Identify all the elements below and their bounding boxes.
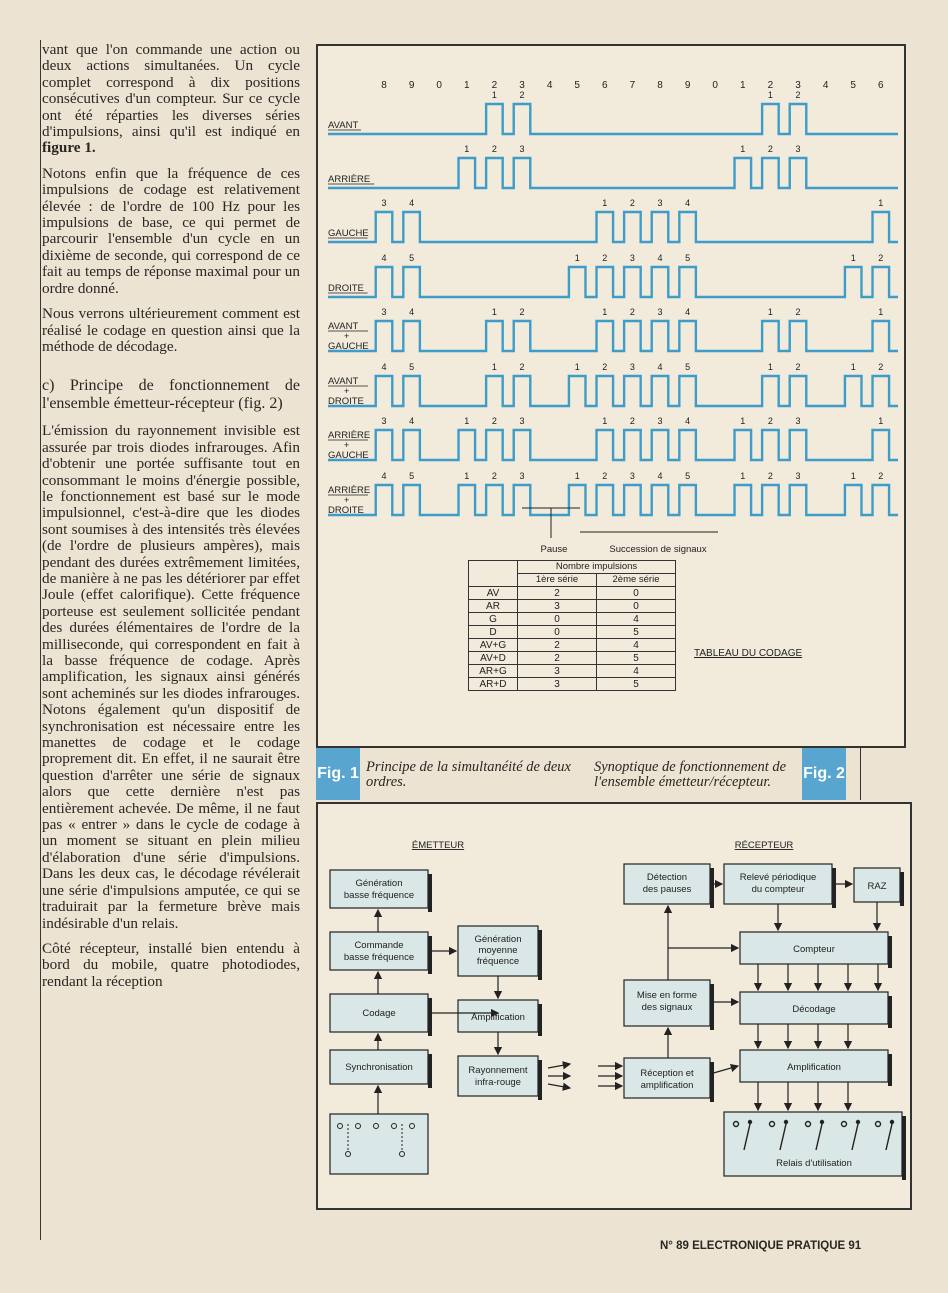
- table-cell: 4: [597, 639, 676, 652]
- table-cell: 4: [597, 665, 676, 678]
- waveform: [328, 158, 898, 188]
- position-number: 3: [519, 80, 525, 91]
- caption-row: [316, 748, 912, 800]
- pulse-number: 3: [519, 471, 525, 481]
- paragraph-2: Notons enfin que la fréquence de ces impulsions de codage est relativement élevée : de l'ordre de 100 Hz pour les impulsions de base, ce qui permet de parcourir l'ensemble d'un cycle en un dixième de seconde, qui correspond de ce fait au temps de réponse maximal pour un ordre donné.: [42, 164, 300, 297]
- gen-mf-label-2: moyenne: [478, 945, 518, 956]
- figure-2-panel: [316, 802, 912, 1210]
- waveform: [328, 104, 898, 134]
- pulse-number: 2: [602, 253, 608, 263]
- table-cell: 0: [597, 587, 676, 600]
- coding-table: [468, 560, 676, 691]
- position-number: 2: [767, 80, 774, 91]
- pulse-number: 3: [519, 416, 525, 426]
- row-label: AVANT: [328, 120, 359, 131]
- gen-bf-block: [330, 870, 428, 908]
- pulse-number: 1: [850, 253, 856, 263]
- pulse-number: 1: [767, 362, 773, 372]
- pulse-number: 1: [491, 362, 497, 372]
- position-number: 3: [795, 80, 801, 91]
- paragraph-4: L'émission du rayonnement invisible est assurée par trois diodes infrarouges. Afin d'obtenir une portée suffisante tout en consommant le moins d'énergie possible, le fonctionnement est basé sur le mode impulsionnel, c'est-à-dire que les diodes sont soumises à des intensités très élevées (de l'ordre de plusieurs ampères), mais pendant des durées extrêmement limitées, de manière à ne pas les détériorer par effet Joule (effet calorifique). Cette fréquence porteuse est seulement sollicitée pendant des durées élémentaires de l'ordre de la milliseconde, qui correspondent en fait à la basse fréquence de codage. Après amplification, les signaux ainsi générés sont acheminés sur les diodes infrarouges. Notons également qu'un dispositif de synchronisation est nécessaire entre les manettes de codage et le codage proprement dit. En effet, il ne saurait être question d'arrêter une série de signaux alors que cette dernière n'est pas entièrement achevée. De même, il ne faut pas « entrer » dans le cycle de codage à un moment se situant en plein milieu d'élaboration d'une série d'impulsions. Dans les deux cas, le décodage révélerait une série d'impulsions amputée, ce qui se traduirait par la fermeture brève mais indésirable d'un relais.: [42, 422, 300, 932]
- pulse-number: 2: [767, 144, 773, 154]
- pulse-number: 2: [519, 90, 525, 100]
- mise-forme-label-2: des signaux: [641, 1002, 693, 1013]
- rayonnement-label-2: infra-rouge: [475, 1077, 521, 1088]
- pulse-number: 3: [381, 307, 387, 317]
- pulse-number: 2: [519, 307, 525, 317]
- row-label-plus: +: [344, 386, 350, 396]
- table-cell: AV+D: [469, 652, 518, 665]
- releve-label-1: Relevé périodique: [739, 872, 817, 883]
- gen-bf-label-2: basse fréquence: [343, 890, 415, 901]
- table-cell: AR+G: [469, 665, 518, 678]
- codage-label: Codage: [362, 1008, 396, 1019]
- position-number: 7: [629, 80, 636, 91]
- gen-mf-label-3: fréquence: [476, 956, 520, 967]
- pulse-number: 1: [767, 90, 773, 100]
- pulse-number: 2: [767, 471, 773, 481]
- table-cell: 0: [518, 613, 597, 626]
- pulse-number: 2: [519, 362, 525, 372]
- pulse-number: 1: [491, 307, 497, 317]
- pulse-number: 4: [381, 362, 387, 372]
- caption-divider: [860, 748, 861, 800]
- position-number: 5: [850, 80, 856, 91]
- table-row: [469, 639, 676, 652]
- table-cell: 2: [518, 587, 597, 600]
- pulse-number: 4: [657, 362, 663, 372]
- pulse-number: 2: [795, 90, 801, 100]
- pulse-number: 2: [767, 416, 773, 426]
- recepteur-label: RÉCEPTEUR: [734, 840, 794, 851]
- position-number: 4: [546, 80, 553, 91]
- pulse-number: 1: [850, 362, 856, 372]
- row-label-second: DROITE: [328, 396, 364, 407]
- ampli-r-label: Amplification: [787, 1062, 841, 1073]
- table-row: [469, 626, 676, 639]
- pulse-number: 1: [574, 471, 580, 481]
- figure-ref: figure 1.: [42, 139, 96, 157]
- det-pauses-label-2: des pauses: [642, 884, 692, 895]
- waveform: [328, 321, 898, 351]
- pulse-number: 3: [657, 307, 663, 317]
- table-cell: 5: [597, 678, 676, 691]
- reception-label-1: Réception et: [640, 1068, 694, 1079]
- fig1-badge: Fig. 1: [316, 748, 360, 800]
- position-number: 5: [574, 80, 580, 91]
- position-number: 9: [408, 80, 415, 91]
- fig2-badge: Fig. 2: [802, 748, 846, 800]
- gen-bf-label-1: Génération: [355, 878, 403, 889]
- pulse-number: 1: [740, 471, 746, 481]
- row-label-plus: +: [344, 331, 350, 341]
- row-label-plus: +: [344, 495, 350, 505]
- pulse-number: 3: [629, 471, 635, 481]
- pulse-number: 1: [740, 416, 746, 426]
- pulse-number: 4: [657, 253, 663, 263]
- emetteur-label: ÉMETTEUR: [411, 840, 465, 851]
- ampli-e-label: Amplification: [471, 1012, 525, 1023]
- position-number: 0: [712, 80, 718, 91]
- pulse-number: 3: [795, 471, 801, 481]
- pulse-number: 1: [464, 416, 470, 426]
- pulse-number: 3: [795, 144, 801, 154]
- table-cell: 3: [518, 665, 597, 678]
- table-cell: 0: [597, 600, 676, 613]
- pulse-number: 4: [381, 471, 387, 481]
- pulse-number: 4: [409, 198, 415, 208]
- relais-label: Relais d'utilisation: [776, 1158, 852, 1169]
- waveform: [328, 376, 898, 406]
- table-header-serie2: 2ème série: [597, 574, 676, 587]
- position-number: 6: [602, 80, 608, 91]
- pulse-number: 3: [629, 362, 635, 372]
- pulse-number: 4: [685, 198, 691, 208]
- table-row: [469, 678, 676, 691]
- position-number: 2: [491, 80, 498, 91]
- table-cell: AR: [469, 600, 518, 613]
- pulse-number: 1: [464, 471, 470, 481]
- pulse-number: 2: [795, 307, 801, 317]
- pulse-number: 1: [491, 90, 497, 100]
- paragraph-1: vant que l'on commande une action ou deux actions simultanées. Un cycle complet correspond à dix positions consécutives d'un compteur. Sur ce cycle ont été réparties les diverses séries d'impulsions, ainsi qu'il est indiqué en figure 1.: [42, 41, 300, 157]
- paragraph-5: Côté récepteur, installé bien entendu à bord du mobile, quatre photodiodes, rendant la réception: [42, 939, 300, 990]
- pulse-number: 2: [878, 362, 884, 372]
- pulse-number: 1: [602, 198, 608, 208]
- column-rule: [40, 40, 41, 1240]
- mise-forme-label-1: Mise en forme: [636, 990, 698, 1001]
- pulse-number: 2: [602, 362, 608, 372]
- pulse-number: 3: [795, 416, 801, 426]
- pulse-number: 4: [657, 471, 663, 481]
- position-number: 8: [657, 80, 663, 91]
- table-row: [469, 652, 676, 665]
- pulse-number: 4: [409, 307, 415, 317]
- pulse-number: 1: [574, 253, 580, 263]
- pulse-number: 5: [685, 253, 691, 263]
- joysticks-block: [330, 1114, 428, 1174]
- table-cell: 5: [597, 626, 676, 639]
- cmd-bf-label-2: basse fréquence: [343, 952, 415, 963]
- position-number: 0: [436, 80, 442, 91]
- pulse-number: 1: [602, 416, 608, 426]
- waveform: [328, 212, 898, 242]
- table-cell: 3: [518, 678, 597, 691]
- table-header-main: Nombre impulsions: [518, 561, 676, 574]
- table-header-serie1: 1ère série: [518, 574, 597, 587]
- table-row: [469, 665, 676, 678]
- table-cell: 5: [597, 652, 676, 665]
- pause-label: Pause: [540, 544, 568, 555]
- table-corner: [469, 561, 518, 587]
- position-number: 8: [381, 80, 387, 91]
- position-number: 4: [822, 80, 829, 91]
- table-row: [469, 587, 676, 600]
- row-label: GAUCHE: [328, 228, 369, 239]
- table-cell: D: [469, 626, 518, 639]
- pulse-number: 3: [381, 416, 387, 426]
- fig2-caption: Synoptique de fonctionnement de l'ensemble émetteur/récepteur.: [594, 759, 787, 790]
- row-label-second: GAUCHE: [328, 341, 369, 352]
- table-title: TABLEAU DU CODAGE: [694, 648, 803, 659]
- waveform: [328, 430, 898, 460]
- table-cell: 2: [518, 639, 597, 652]
- row-label: AVANT: [328, 321, 359, 332]
- table-row: [469, 613, 676, 626]
- pulse-number: 2: [878, 471, 884, 481]
- paragraph-3: Nous verrons ultérieurement comment est réalisé le codage en question ainsi que la méthode de décodage.: [42, 305, 300, 355]
- pulse-number: 4: [381, 253, 387, 263]
- pulse-number: 1: [850, 471, 856, 481]
- row-label: ARRIÈRE: [328, 430, 371, 441]
- row-label: AVANT: [328, 376, 359, 387]
- pulse-number: 5: [409, 471, 415, 481]
- row-label: ARRIÈRE: [328, 485, 371, 496]
- pulse-number: 1: [740, 144, 746, 154]
- pulse-number: 2: [491, 416, 497, 426]
- pulse-number: 3: [657, 198, 663, 208]
- pulse-number: 3: [657, 416, 663, 426]
- position-number: 6: [878, 80, 884, 91]
- table-cell: AR+D: [469, 678, 518, 691]
- pulse-number: 2: [629, 307, 635, 317]
- pulse-number: 3: [629, 253, 635, 263]
- table-cell: G: [469, 613, 518, 626]
- block-diagram: [318, 804, 910, 1208]
- succession-label: Succession de signaux: [609, 544, 707, 555]
- table-cell: AV+G: [469, 639, 518, 652]
- table-row: [469, 600, 676, 613]
- pulse-number: 2: [629, 198, 635, 208]
- page-footer: N° 89 ELECTRONIQUE PRATIQUE 91: [660, 1240, 862, 1252]
- rayonnement-label-1: Rayonnement: [468, 1065, 528, 1076]
- pulse-number: 5: [685, 471, 691, 481]
- table-cell: 2: [518, 652, 597, 665]
- pulse-number: 4: [685, 307, 691, 317]
- position-number: 1: [464, 80, 470, 91]
- pulse-number: 2: [491, 471, 497, 481]
- synchro-label: Synchronisation: [345, 1062, 413, 1073]
- table-cell: 4: [597, 613, 676, 626]
- waveform: [328, 485, 898, 515]
- pulse-number: 1: [878, 307, 884, 317]
- waveform: [328, 267, 898, 297]
- pulse-number: 3: [381, 198, 387, 208]
- pulse-number: 5: [685, 362, 691, 372]
- raz-label: RAZ: [867, 881, 887, 892]
- pulse-number: 2: [602, 471, 608, 481]
- pulse-number: 4: [685, 416, 691, 426]
- pulse-number: 1: [574, 362, 580, 372]
- rayonnement-block: [458, 1056, 538, 1096]
- pulse-number: 1: [464, 144, 470, 154]
- pulse-number: 2: [491, 144, 497, 154]
- pulse-number: 1: [602, 307, 608, 317]
- position-number: 1: [740, 80, 746, 91]
- position-number: 9: [684, 80, 691, 91]
- pulse-number: 4: [409, 416, 415, 426]
- pulse-number: 1: [878, 416, 884, 426]
- decodage-label: Décodage: [792, 1004, 836, 1015]
- row-label: DROITE: [328, 283, 364, 294]
- reception-label-2: amplification: [640, 1080, 694, 1091]
- table-cell: AV: [469, 587, 518, 600]
- pulse-number: 2: [878, 253, 884, 263]
- table-cell: 3: [518, 600, 597, 613]
- row-label-plus: +: [344, 440, 350, 450]
- pulse-number: 2: [629, 416, 635, 426]
- row-label-second: DROITE: [328, 505, 364, 516]
- releve-label-2: du compteur: [751, 884, 805, 895]
- article-column: [42, 42, 300, 999]
- pulse-number: 3: [519, 144, 525, 154]
- pulse-number: 5: [409, 253, 415, 263]
- det-pauses-label-1: Détection: [646, 872, 688, 883]
- cmd-bf-block: [330, 932, 428, 970]
- pulse-number: 1: [878, 198, 884, 208]
- fig1-caption: Principe de la simultanéité de deux ordres.: [366, 759, 571, 790]
- compteur-label: Compteur: [793, 944, 835, 955]
- pulse-number: 2: [795, 362, 801, 372]
- pulse-number: 1: [767, 307, 773, 317]
- row-label: ARRIÈRE: [328, 174, 371, 185]
- table-cell: 0: [518, 626, 597, 639]
- gen-mf-label-1: Génération: [474, 934, 522, 945]
- section-heading: c) Principe de fonctionnement de l'ensemble émetteur-récepteur (fig. 2): [42, 377, 300, 413]
- receiver-blocks: [624, 864, 902, 1176]
- cmd-bf-label-1: Commande: [354, 940, 404, 951]
- pulse-number: 5: [409, 362, 415, 372]
- row-label-second: GAUCHE: [328, 450, 369, 461]
